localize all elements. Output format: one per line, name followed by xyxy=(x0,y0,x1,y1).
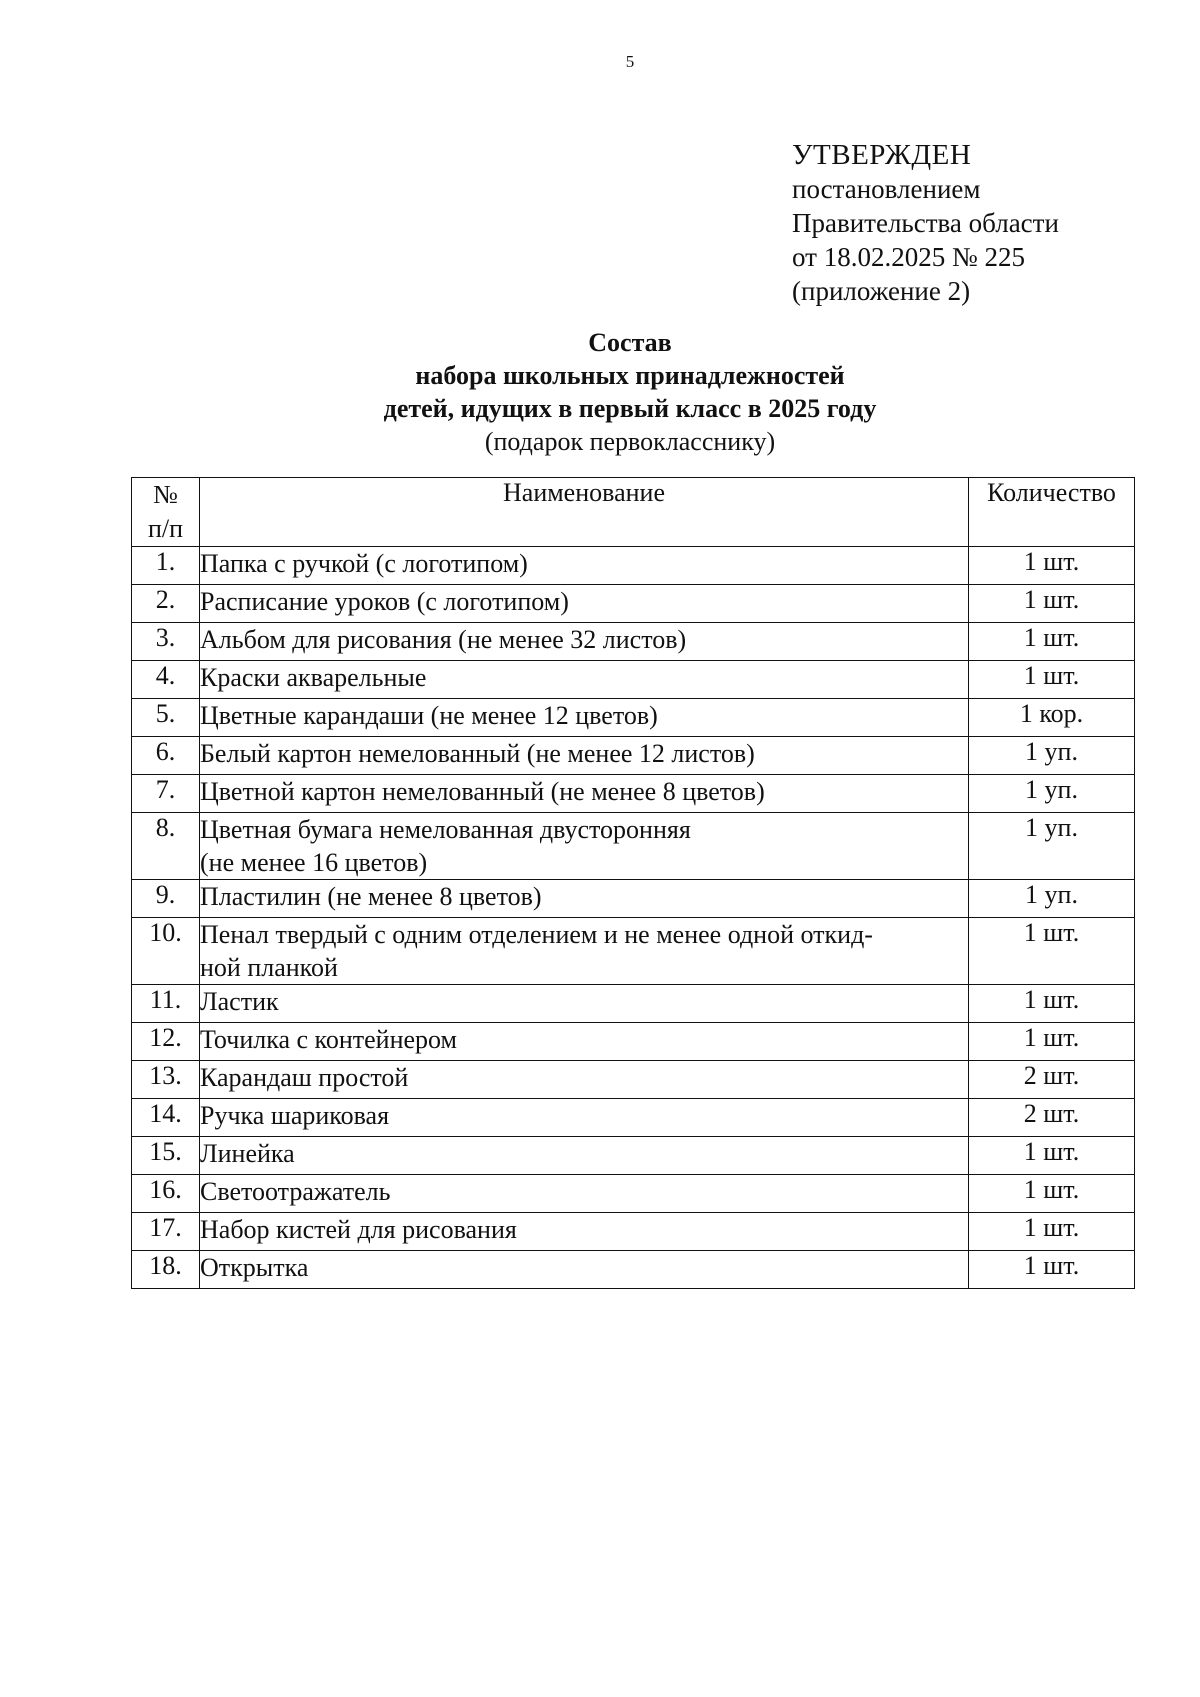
row-quantity: 1 шт. xyxy=(969,918,1135,985)
row-number: 10. xyxy=(132,918,200,985)
row-number: 18. xyxy=(132,1251,200,1289)
row-number: 5. xyxy=(132,699,200,737)
row-quantity: 1 шт. xyxy=(969,985,1135,1023)
item-name-text: Линейка xyxy=(200,1139,295,1168)
approval-line: Правительства области xyxy=(792,208,1059,238)
header-number xyxy=(132,478,200,547)
row-quantity: 1 уп. xyxy=(969,737,1135,775)
approval-appendix: (приложение 2) xyxy=(792,276,971,306)
row-quantity: 1 шт. xyxy=(969,661,1135,699)
row-number: 13. xyxy=(132,1061,200,1099)
row-number: 15. xyxy=(132,1137,200,1175)
row-item-name xyxy=(200,737,969,775)
row-quantity: 1 уп. xyxy=(969,775,1135,813)
heading-title: Состав xyxy=(588,328,672,357)
row-number: 4. xyxy=(132,661,200,699)
row-quantity: 1 шт. xyxy=(969,1213,1135,1251)
row-number: 6. xyxy=(132,737,200,775)
item-name-text: Открытка xyxy=(200,1253,309,1282)
row-quantity: 1 шт. xyxy=(969,547,1135,585)
row-item-name xyxy=(200,623,969,661)
approval-date-number: от 18.02.2025 № 225 xyxy=(792,242,1025,272)
row-quantity: 1 шт. xyxy=(969,1137,1135,1175)
row-quantity: 1 уп. xyxy=(969,880,1135,918)
item-name-text: Ручка шариковая xyxy=(200,1101,390,1130)
item-name-text: Точилка с контейнером xyxy=(200,1025,457,1054)
table-row xyxy=(132,1137,1135,1175)
row-quantity: 1 уп. xyxy=(969,813,1135,880)
item-name-text: Расписание уроков (с логотипом) xyxy=(200,587,569,616)
row-item-name xyxy=(200,1099,969,1137)
heading-subtitle: детей, идущих в первый класс в 2025 году xyxy=(383,394,877,423)
heading-note: (подарок первокласснику) xyxy=(484,427,776,456)
item-name-text: Набор кистей для рисования xyxy=(200,1215,517,1244)
item-name-text: Цветной картон немелованный (не менее 8 цветов) xyxy=(200,777,765,806)
heading-subtitle: набора школьных принадлежностей xyxy=(415,361,845,390)
row-item-name xyxy=(200,813,969,880)
item-name-text: Пенал твердый с одним отделением и не менее одной откид- ной планкой xyxy=(200,920,873,982)
item-name-text: Светоотражатель xyxy=(200,1177,391,1206)
table-row xyxy=(132,661,1135,699)
row-item-name xyxy=(200,699,969,737)
row-item-name xyxy=(200,547,969,585)
row-quantity: 2 шт. xyxy=(969,1061,1135,1099)
row-number: 8. xyxy=(132,813,200,880)
row-item-name xyxy=(200,1061,969,1099)
table-row xyxy=(132,880,1135,918)
table-row xyxy=(132,547,1135,585)
document-heading xyxy=(0,326,1200,458)
row-quantity: 1 шт. xyxy=(969,1251,1135,1289)
header-number-sign: № xyxy=(153,480,178,509)
row-number: 9. xyxy=(132,880,200,918)
page-number: 5 xyxy=(625,52,635,71)
row-quantity: 1 шт. xyxy=(969,1175,1135,1213)
item-name-text: Папка с ручкой (с логотипом) xyxy=(200,549,528,578)
row-number: 12. xyxy=(132,1023,200,1061)
row-quantity: 2 шт. xyxy=(969,1099,1135,1137)
row-number: 1. xyxy=(132,547,200,585)
table-row xyxy=(132,737,1135,775)
row-number: 16. xyxy=(132,1175,200,1213)
row-number: 2. xyxy=(132,585,200,623)
item-name-text: Белый картон немелованный (не менее 12 листов) xyxy=(200,739,755,768)
row-item-name xyxy=(200,985,969,1023)
row-item-name xyxy=(200,1023,969,1061)
table-row xyxy=(132,813,1135,880)
table-row xyxy=(132,1099,1135,1137)
row-item-name xyxy=(200,880,969,918)
row-item-name xyxy=(200,661,969,699)
table-row xyxy=(132,585,1135,623)
row-quantity: 1 кор. xyxy=(969,699,1135,737)
table-row xyxy=(132,1213,1135,1251)
row-item-name xyxy=(200,1251,969,1289)
item-name-text: Карандаш простой xyxy=(200,1063,409,1092)
approval-block xyxy=(792,138,1059,308)
row-number: 7. xyxy=(132,775,200,813)
row-item-name xyxy=(200,775,969,813)
item-name-text: Краски акварельные xyxy=(200,663,427,692)
header-number-label: п/п xyxy=(147,514,184,543)
table-row xyxy=(132,918,1135,985)
table-row xyxy=(132,775,1135,813)
table-row xyxy=(132,623,1135,661)
table-row xyxy=(132,1175,1135,1213)
header-name: Наименование xyxy=(200,478,969,547)
supplies-table xyxy=(131,477,1135,1289)
row-item-name xyxy=(200,585,969,623)
row-quantity: 1 шт. xyxy=(969,585,1135,623)
row-item-name xyxy=(200,1175,969,1213)
table-row xyxy=(132,1251,1135,1289)
item-name-text: Цветная бумага немелованная двусторонняя (не менее 16 цветов) xyxy=(200,815,691,877)
row-number: 17. xyxy=(132,1213,200,1251)
row-number: 3. xyxy=(132,623,200,661)
row-item-name xyxy=(200,918,969,985)
item-name-text: Пластилин (не менее 8 цветов) xyxy=(200,882,542,911)
item-name-text: Альбом для рисования (не менее 32 листов) xyxy=(200,625,687,654)
item-name-text: Ластик xyxy=(200,987,279,1016)
table-row xyxy=(132,1061,1135,1099)
row-quantity: 1 шт. xyxy=(969,1023,1135,1061)
row-item-name xyxy=(200,1213,969,1251)
table-row xyxy=(132,985,1135,1023)
row-number: 14. xyxy=(132,1099,200,1137)
row-quantity: 1 шт. xyxy=(969,623,1135,661)
table-row xyxy=(132,1023,1135,1061)
approval-title: УТВЕРЖДЕН xyxy=(792,139,972,171)
header-quantity: Количество xyxy=(969,478,1135,547)
row-item-name xyxy=(200,1137,969,1175)
approval-line: постановлением xyxy=(792,174,981,204)
table-header-row xyxy=(132,478,1135,547)
row-number: 11. xyxy=(132,985,200,1023)
item-name-text: Цветные карандаши (не менее 12 цветов) xyxy=(200,701,658,730)
table-row xyxy=(132,699,1135,737)
